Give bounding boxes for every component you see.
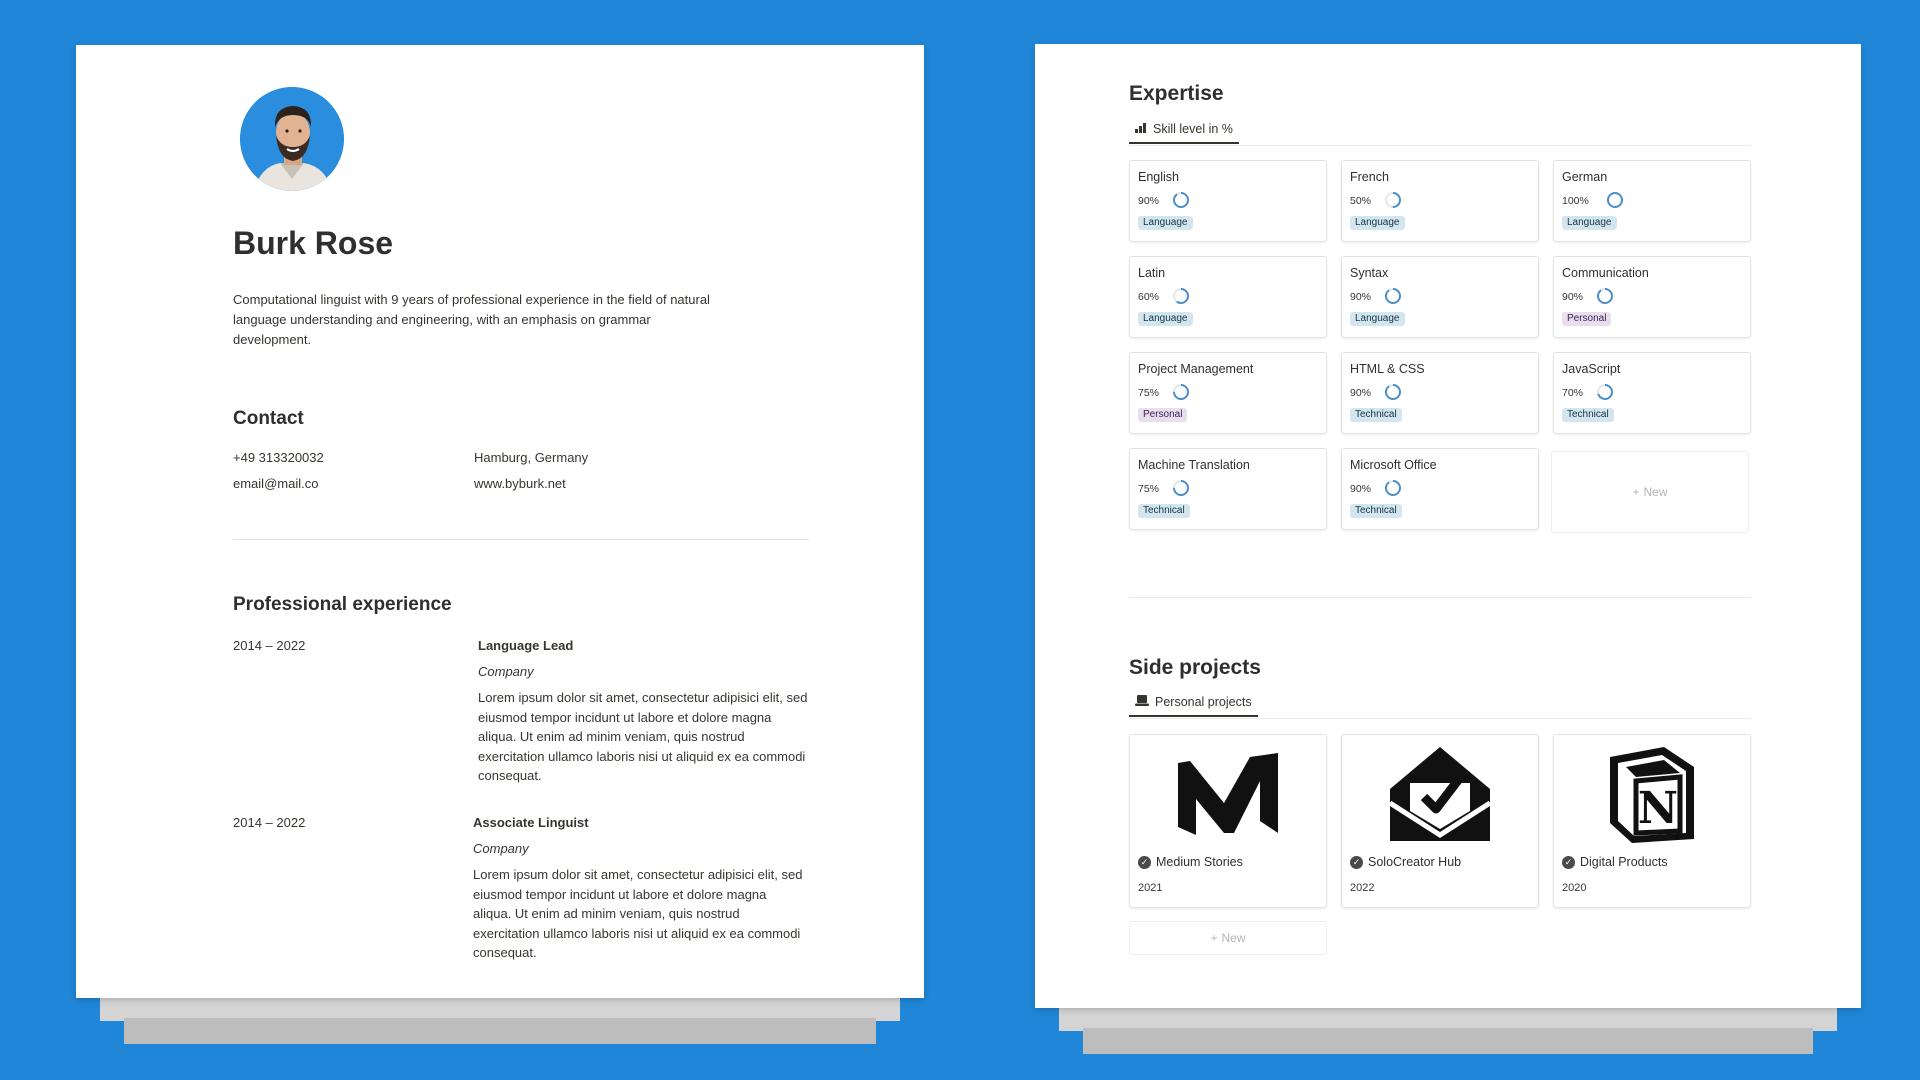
skill-tag: Language	[1562, 216, 1617, 230]
skill-card[interactable]	[1553, 256, 1751, 338]
skill-card[interactable]	[1341, 448, 1539, 530]
skill-tag: Language	[1138, 216, 1193, 230]
skill-percent: 60%	[1138, 291, 1160, 303]
contact-heading: Contact	[233, 408, 304, 429]
tab-skill-level[interactable]	[1129, 116, 1239, 144]
experience-dates: 2014 – 2022	[233, 815, 306, 830]
skill-card[interactable]	[1129, 352, 1327, 434]
experience-dates: 2014 – 2022	[233, 638, 306, 653]
skill-tag: Technical	[1350, 504, 1402, 518]
portfolio-page	[1035, 44, 1861, 1008]
skill-name: Machine Translation	[1138, 458, 1250, 472]
section-divider	[233, 539, 809, 540]
new-label: New	[1643, 485, 1668, 499]
project-title: Medium Stories	[1156, 855, 1243, 869]
tab-underline	[1129, 145, 1751, 146]
experience-description: Lorem ipsum dolor sit amet, consectetur adipisici elit, sed eiusmod tempor incidunt ut labore et dolore magna aliqua. Ut enim ad minim veniam, quis nostrud exercitation ullamco laboris nisi ut aliquid ex ea commodi consequat.	[473, 867, 803, 960]
skill-name: German	[1562, 170, 1608, 184]
notion-logo-icon	[1554, 739, 1750, 849]
skill-card[interactable]	[1129, 160, 1327, 242]
skill-tag: Technical	[1562, 408, 1614, 422]
side-projects-heading: Side projects	[1129, 656, 1261, 679]
experience-company: Company	[478, 664, 534, 679]
skill-percent: 90%	[1350, 291, 1372, 303]
project-title: SoloCreator Hub	[1368, 855, 1462, 869]
check-circle-icon: ✓	[1562, 856, 1575, 869]
skill-tag: Language	[1350, 312, 1405, 326]
skill-percent: 75%	[1138, 483, 1160, 495]
new-label: New	[1221, 931, 1246, 945]
tab-label: Personal projects	[1155, 695, 1252, 709]
skill-tag: Language	[1138, 312, 1193, 326]
experience-role: Language Lead	[478, 638, 574, 653]
tab-underline	[1129, 718, 1751, 719]
skill-card[interactable]	[1553, 160, 1751, 242]
experience-description: Lorem ipsum dolor sit amet, consectetur adipisici elit, sed eiusmod tempor incidunt ut labore et dolore magna aliqua. Ut enim ad minim veniam, quis nostrud exercitation ullamco laboris nisi ut aliquid ex ea commodi consequat.	[478, 690, 808, 783]
skill-card[interactable]	[1129, 256, 1327, 338]
skill-percent: 90%	[1350, 387, 1372, 399]
skill-tag: Language	[1350, 216, 1405, 230]
skill-name: Syntax	[1350, 266, 1389, 280]
avatar	[240, 87, 344, 191]
plus-icon: +	[1632, 485, 1640, 499]
project-card[interactable]	[1129, 734, 1327, 908]
skill-tag: Technical	[1138, 504, 1190, 518]
experience-company: Company	[473, 841, 529, 856]
skill-name: French	[1350, 170, 1389, 184]
new-skill-button[interactable]	[1551, 451, 1749, 533]
progress-ring-icon	[1384, 287, 1402, 305]
project-year: 2020	[1562, 882, 1587, 894]
skill-name: Project Management	[1138, 362, 1254, 376]
progress-ring-icon	[1596, 287, 1614, 305]
project-title: Digital Products	[1580, 855, 1668, 869]
progress-ring-icon	[1172, 191, 1190, 209]
plus-icon: +	[1210, 931, 1218, 945]
progress-ring-icon	[1172, 383, 1190, 401]
skill-name: JavaScript	[1562, 362, 1621, 376]
skill-card[interactable]	[1341, 352, 1539, 434]
contact-location: Hamburg, Germany	[474, 450, 589, 465]
skill-card[interactable]	[1341, 256, 1539, 338]
resume-page	[76, 45, 924, 998]
skill-percent: 90%	[1138, 195, 1160, 207]
envelope-check-logo-icon	[1342, 739, 1538, 849]
bar-chart-icon	[1135, 122, 1147, 136]
skill-tag: Technical	[1350, 408, 1402, 422]
progress-ring-icon	[1384, 191, 1402, 209]
project-card[interactable]	[1553, 734, 1751, 908]
experience-role: Associate Linguist	[473, 815, 589, 830]
skill-name: HTML & CSS	[1350, 362, 1425, 376]
skill-card[interactable]	[1341, 160, 1539, 242]
contact-website[interactable]: www.byburk.net	[474, 476, 566, 491]
skill-percent: 90%	[1562, 291, 1584, 303]
project-card[interactable]	[1341, 734, 1539, 908]
skill-percent: 50%	[1350, 195, 1372, 207]
progress-ring-icon	[1606, 191, 1624, 209]
check-circle-icon: ✓	[1138, 856, 1151, 869]
laptop-icon	[1135, 695, 1149, 709]
check-circle-icon: ✓	[1350, 856, 1363, 869]
progress-ring-icon	[1384, 479, 1402, 497]
medium-logo-icon	[1130, 739, 1326, 849]
skill-name: English	[1138, 170, 1179, 184]
section-divider	[1129, 597, 1751, 598]
skill-name: Latin	[1138, 266, 1166, 280]
project-year: 2021	[1138, 882, 1163, 894]
project-year: 2022	[1350, 882, 1375, 894]
left-page-stack-2	[124, 1018, 876, 1044]
tab-personal-projects[interactable]	[1129, 689, 1258, 717]
contact-email[interactable]: email@mail.co	[233, 476, 319, 491]
contact-phone: +49 313320032	[233, 450, 324, 465]
skill-card[interactable]	[1129, 448, 1327, 530]
skill-tag: Personal	[1138, 408, 1187, 422]
progress-ring-icon	[1172, 479, 1190, 497]
skill-card[interactable]	[1553, 352, 1751, 434]
skill-name: Microsoft Office	[1350, 458, 1437, 472]
right-page-stack-2	[1083, 1028, 1813, 1054]
skill-percent: 75%	[1138, 387, 1160, 399]
expertise-heading: Expertise	[1129, 82, 1224, 105]
skill-percent: 100%	[1562, 195, 1589, 207]
tab-label: Skill level in %	[1153, 122, 1233, 136]
experience-heading: Professional experience	[233, 594, 452, 615]
new-project-button[interactable]	[1129, 921, 1327, 955]
progress-ring-icon	[1172, 287, 1190, 305]
skill-percent: 90%	[1350, 483, 1372, 495]
resume-bio: Computational linguist with 9 years of professional experience in the field of natural language understanding and engineering, with an emphasis on grammar development.	[233, 292, 710, 347]
skill-tag: Personal	[1562, 312, 1611, 326]
svg-text:N: N	[1637, 783, 1679, 834]
skill-percent: 70%	[1562, 387, 1584, 399]
progress-ring-icon	[1596, 383, 1614, 401]
progress-ring-icon	[1384, 383, 1402, 401]
skill-name: Communication	[1562, 266, 1649, 280]
resume-name: Burk Rose	[233, 225, 394, 261]
